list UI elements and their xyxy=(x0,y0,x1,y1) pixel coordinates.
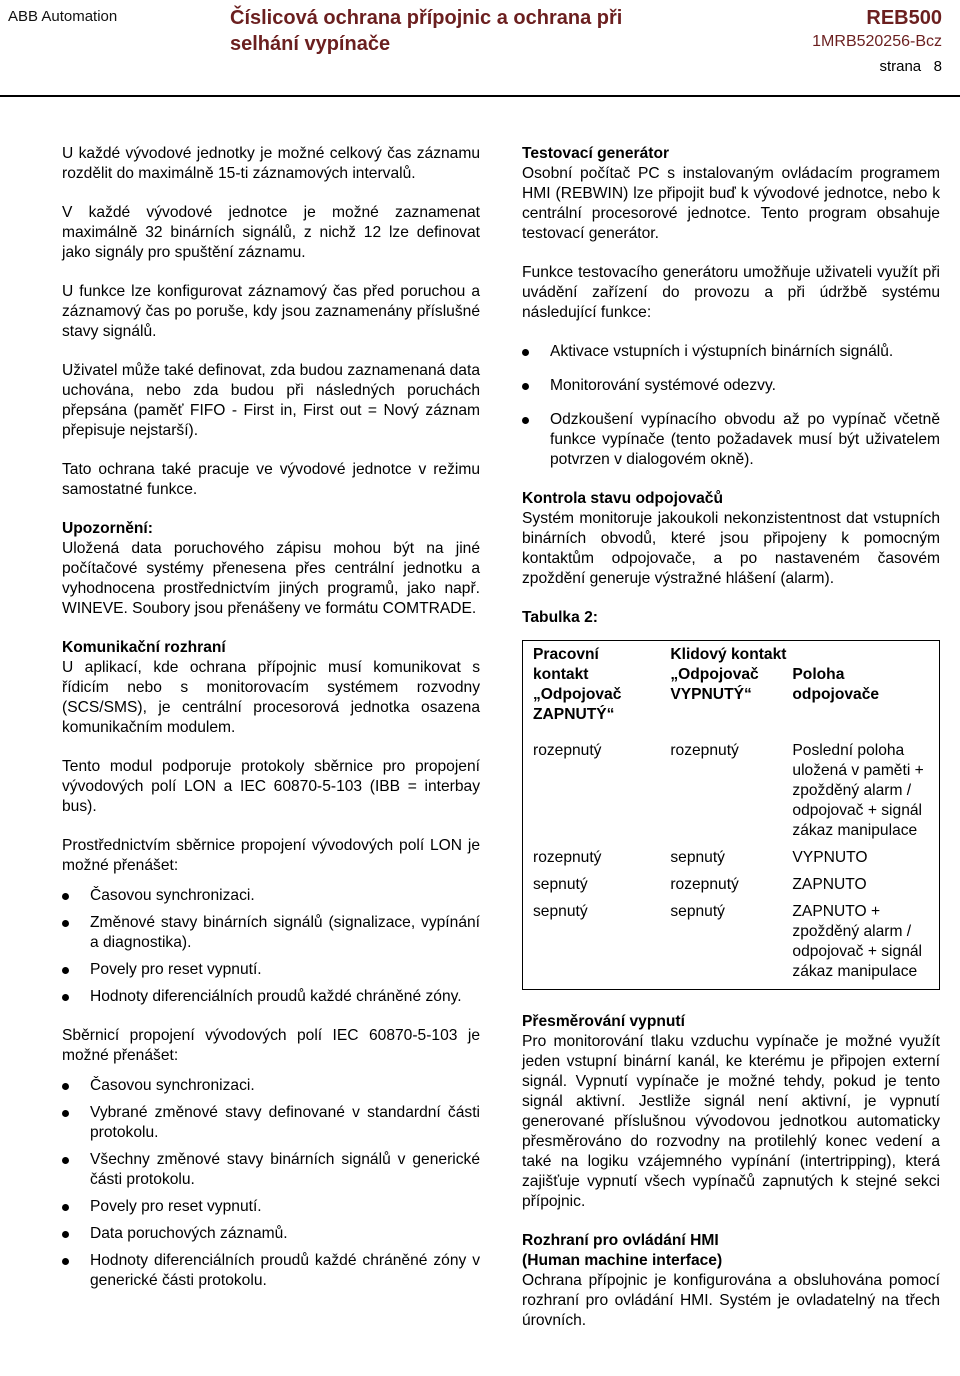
hmi-heading: Rozhraní pro ovládání HMI xyxy=(522,1232,719,1249)
paragraph-lon-intro: Prostřednictvím sběrnice propojení vývodových polí LON je možné přenášet: xyxy=(62,837,480,874)
comm-text: U aplikací, kde ochrana přípojnic musí komunikovat s řídicím nebo s monitorovacím systémem rozvodny (SCS/SMS), je centrální procesorová jednotka osazena komunikačním modulem. xyxy=(62,659,480,736)
left-column xyxy=(62,144,480,1310)
list-item: Povely pro reset vypnutí. xyxy=(62,960,480,980)
header-rule xyxy=(0,95,960,97)
table-cell: rozepnutý xyxy=(670,742,739,759)
paragraph-binary-signals: V každé vývodové jednotce je možné zaznamenat maximálně 32 binárních signálů, z nichž 12 lze definovat jako signály pro spuštění záznamu. xyxy=(62,204,480,261)
table-cell: sepnutý xyxy=(670,849,725,866)
table-row xyxy=(523,902,940,990)
table-cell: rozepnutý xyxy=(533,849,602,866)
paragraph-record-intervals: U každé vývodové jednotky je možné celkový čas záznamu rozdělit do maximálně 15-ti záznamových intervalů. xyxy=(62,145,480,182)
list-item: Hodnoty diferenciálních proudů každé chráněné zóny. xyxy=(62,987,480,1007)
table-cell: ZAPNUTO + zpožděný alarm / odpojovač + signál zákaz manipulace xyxy=(792,903,922,980)
list-item: Monitorování systémové odezvy. xyxy=(522,376,940,396)
bullet-icon xyxy=(522,417,529,424)
bullet-icon xyxy=(522,349,529,356)
table-header-row xyxy=(523,641,940,742)
page-number: strana 8 xyxy=(879,58,942,75)
table-cell: sepnutý xyxy=(533,903,588,920)
list-item: Povely pro reset vypnutí. xyxy=(62,1197,480,1217)
bullet-icon xyxy=(62,1110,69,1117)
table-row xyxy=(523,875,940,902)
warning-heading: Upozornění: xyxy=(62,520,153,537)
bullet-icon xyxy=(62,1258,69,1265)
table-cell: rozepnutý xyxy=(670,876,739,893)
isolator-table xyxy=(522,640,940,990)
lon-list xyxy=(62,886,480,1007)
right-column xyxy=(522,144,940,1331)
test-heading: Testovací generátor xyxy=(522,145,670,162)
redirect-heading: Přesměrování vypnutí xyxy=(522,1013,685,1030)
document-id: 1MRB520256-Bcz xyxy=(812,33,942,50)
paragraph-standalone: Tato ochrana také pracuje ve vývodové jednotce v režimu samostatné funkce. xyxy=(62,461,480,498)
list-item: Odzkoušení vypínacího obvodu až po vypínač včetně funkce vypínače (tento požadavek musí být uživatelem potvrzen v dialogovém okně). xyxy=(522,410,940,470)
warning-block xyxy=(62,519,480,619)
bullet-icon xyxy=(62,1231,69,1238)
list-item: Hodnoty diferenciálních proudů každé chráněné zóny v generické části protokolu. xyxy=(62,1251,480,1291)
redirect-text: Pro monitorování tlaku vzduchu vypínače je možné využít jeden vstupní binární kanál, ke kterému je připojen externí signál. Vypnutí vypínače je možné tehdy, pokud je tento signál aktivní. Jestliže signál není aktivní, je vypnutí generované příslušnou vývodovou jednotkou automaticky přesměrováno do rozvodny na protilehlý konec vedení a také na logiku vzájemného vypínání (intertripping), která zajišťuje vypnutí všech vypínačů zapnutých k stejné sekci přípojnic. xyxy=(522,1033,940,1210)
comm-block xyxy=(62,638,480,738)
bullet-icon xyxy=(62,1157,69,1164)
isolator-block xyxy=(522,489,940,589)
test-text: Osobní počítač PC s instalovaným ovládacím programem HMI (REBWIN) lze připojit buď k vývodové jednotce, nebo k centrální procesorové jednotce. Tento program obsahuje testovací generátor. xyxy=(522,165,940,242)
paragraph-iec-intro: Sběrnicí propojení vývodových polí IEC 60870-5-103 je možné přenášet: xyxy=(62,1027,480,1064)
test-block xyxy=(522,144,940,244)
table-cell: ZAPNUTO xyxy=(792,876,867,893)
list-item: Časovou synchronizaci. xyxy=(62,886,480,906)
table-cell: Poslední poloha uložená v paměti + zpožděný alarm / odpojovač + signál zákaz manipulace xyxy=(792,742,924,839)
list-item: Data poruchových záznamů. xyxy=(62,1224,480,1244)
bullet-icon xyxy=(62,1083,69,1090)
list-item: Všechny změnové stavy binárních signálů v generické části protokolu. xyxy=(62,1150,480,1190)
hmi-text: Ochrana přípojnic je konfigurována a obsluhována pomocí rozhraní pro ovládání HMI. Systém je ovladatelný na třech úrovních. xyxy=(522,1272,940,1329)
table-header-cell: Pracovní kontakt „Odpojovač ZAPNUTÝ“ xyxy=(533,646,622,723)
document-title: Číslicová ochrana přípojnic a ochrana při selhání vypínače xyxy=(230,7,623,55)
paragraph-test-functions: Funkce testovacího generátoru umožňuje uživateli využít při uvádění zařízení do provozu a při údržbě systému následující funkce: xyxy=(522,264,940,321)
comm-heading: Komunikační rozhraní xyxy=(62,639,226,656)
table-row xyxy=(523,741,940,848)
iec-list xyxy=(62,1076,480,1291)
bullet-icon xyxy=(522,383,529,390)
bullet-icon xyxy=(62,994,69,1001)
table-cell: sepnutý xyxy=(670,903,725,920)
table-cell: rozepnutý xyxy=(533,742,602,759)
list-item: Časovou synchronizaci. xyxy=(62,1076,480,1096)
product-name: REB500 xyxy=(866,7,942,29)
redirect-block xyxy=(522,1012,940,1212)
table-header-cell: Poloha odpojovače xyxy=(792,666,880,703)
warning-text: Uložená data poruchového zápisu mohou být na jiné počítačové systémy přenesena přes centrální jednotku a vyhodnocena prostřednictvím jiných programů, jako např. WINEVE. Soubory jsou přenášeny ve formátu COMTRADE. xyxy=(62,540,480,617)
table-cell: VYPNUTO xyxy=(792,849,868,866)
bullet-icon xyxy=(62,967,69,974)
isolator-heading: Kontrola stavu odpojovačů xyxy=(522,490,724,507)
list-item: Změnové stavy binárních signálů (signalizace, vypínání a diagnostika). xyxy=(62,913,480,953)
test-list xyxy=(522,342,940,470)
list-item: Vybrané změnové stavy definované v standardní části protokolu. xyxy=(62,1103,480,1143)
table-row xyxy=(523,848,940,875)
table-caption: Tabulka 2: xyxy=(522,609,598,626)
header-right xyxy=(812,5,942,78)
bullet-icon xyxy=(62,920,69,927)
table-cell: sepnutý xyxy=(533,876,588,893)
paragraph-record-time: U funkce lze konfigurovat záznamový čas před poruchou a záznamový čas po poruše, kdy jsou zaznamenány příslušné stavy signálů. xyxy=(62,283,480,340)
hmi-heading-sub: (Human machine interface) xyxy=(522,1252,723,1269)
company-name: ABB Automation xyxy=(8,8,118,25)
table-header-cell: Klidový kontakt „Odpojovač VYPNUTÝ“ xyxy=(670,646,787,703)
isolator-text: Systém monitoruje jakoukoli nekonzistentnost dat vstupních binárních obvodů, které jsou připojeny k pomocným kontaktům odpojovače, a po nastaveném časovém zpoždění generuje výstražné hlášení (alarm). xyxy=(522,510,940,587)
paragraph-module: Tento modul podporuje protokoly sběrnice pro propojení vývodových polí LON a IEC 60870-5-103 (IBB = interbay bus). xyxy=(62,758,480,815)
bullet-icon xyxy=(62,1204,69,1211)
bullet-icon xyxy=(62,893,69,900)
paragraph-fifo: Uživatel může také definovat, zda budou zaznamenaná data uchována, nebo zda budou při následných poruchách přepsána (paměť FIFO - First in, First out = Nový záznam přepisuje nejstarší). xyxy=(62,362,480,439)
list-item: Aktivace vstupních i výstupních binárních signálů. xyxy=(522,342,940,362)
hmi-block xyxy=(522,1231,940,1331)
